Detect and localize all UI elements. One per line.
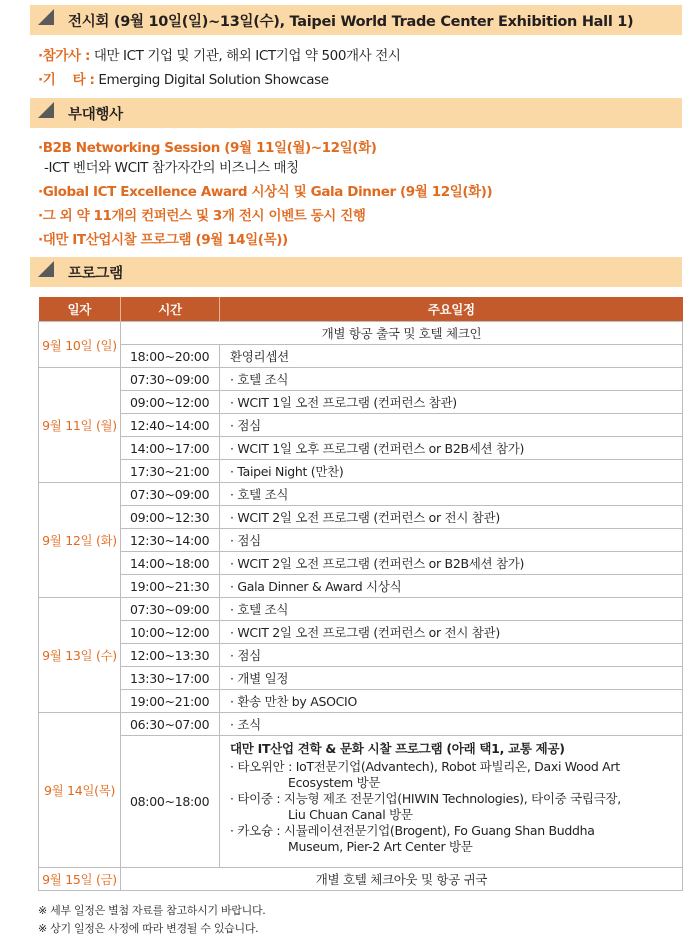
table-row bbox=[39, 552, 683, 575]
table-row bbox=[39, 621, 683, 644]
table-row bbox=[39, 460, 683, 483]
time-cell: 10:00~12:00 bbox=[121, 621, 220, 644]
time-cell: 17:30~21:00 bbox=[121, 460, 220, 483]
side-event-item: ·그 외 약 11개의 컨퍼런스 및 3개 전시 이벤트 동시 진행 bbox=[38, 208, 366, 224]
date-cell: 9월 11일 (월) bbox=[39, 368, 121, 483]
triangle-icon bbox=[38, 102, 54, 118]
date-cell: 9월 10일 (일) bbox=[39, 322, 121, 368]
tour-line: · 카오슝 : 시뮬레이션전문기업(Brogent), Fo Guang Shan Buddha bbox=[230, 823, 595, 838]
schedule-cell: · WCIT 1일 오전 프로그램 (컨퍼런스 참관) bbox=[220, 391, 683, 414]
schedule-cell: · WCIT 2일 오전 프로그램 (컨퍼런스 or 전시 참관) bbox=[220, 506, 683, 529]
schedule-cell: · Taipei Night (만찬) bbox=[220, 460, 683, 483]
schedule-cell: 환영리셉션 bbox=[220, 345, 683, 368]
table-row bbox=[39, 414, 683, 437]
section-header-side-events bbox=[30, 98, 682, 128]
schedule-cell: · Gala Dinner & Award 시상식 bbox=[220, 575, 683, 598]
side-event-item: ·Global ICT Excellence Award 시상식 및 Gala Dinner (9월 12일(화)) bbox=[38, 184, 493, 200]
table-row bbox=[39, 736, 683, 868]
schedule-cell: · 점심 bbox=[220, 644, 683, 667]
header-date: 일자 bbox=[39, 297, 121, 322]
time-cell: 12:40~14:00 bbox=[121, 414, 220, 437]
section-header-program bbox=[30, 257, 682, 287]
table-row bbox=[39, 483, 683, 506]
table-row bbox=[39, 575, 683, 598]
tour-program-cell bbox=[220, 736, 683, 868]
tour-line: Liu Chuan Canal 방문 bbox=[288, 807, 413, 822]
header-schedule: 주요일정 bbox=[220, 297, 683, 322]
time-cell: 13:30~17:00 bbox=[121, 667, 220, 690]
section-title: 전시회 (9월 10일(일)~13일(수), Taipei World Trade Center Exhibition Hall 1) bbox=[68, 14, 634, 30]
time-cell: 06:30~07:00 bbox=[121, 713, 220, 736]
table-row bbox=[39, 868, 683, 891]
schedule-cell: 개별 항공 출국 및 호텔 체크인 bbox=[121, 322, 683, 345]
schedule-cell: · 호텔 조식 bbox=[220, 368, 683, 391]
table-header-row bbox=[39, 297, 683, 322]
table-row bbox=[39, 529, 683, 552]
section-title: 프로그램 bbox=[68, 266, 123, 282]
participants-line bbox=[38, 44, 401, 64]
date-cell: 9월 14일(목) bbox=[39, 713, 121, 868]
time-cell: 14:00~17:00 bbox=[121, 437, 220, 460]
time-cell: 07:30~09:00 bbox=[121, 483, 220, 506]
time-cell: 19:00~21:00 bbox=[121, 690, 220, 713]
side-event-item: ·대만 IT산업시찰 프로그램 (9월 14일(목)) bbox=[38, 232, 288, 248]
schedule-cell: · 개별 일정 bbox=[220, 667, 683, 690]
time-cell: 08:00~18:00 bbox=[121, 736, 220, 868]
schedule-cell: · WCIT 1일 오후 프로그램 (컨퍼런스 or B2B세션 참가) bbox=[220, 437, 683, 460]
tour-title: 대만 IT산업 견학 & 문화 시찰 프로그램 (아래 택1, 교통 제공) bbox=[230, 741, 565, 756]
schedule-cell: · WCIT 2일 오전 프로그램 (컨퍼런스 or 전시 참관) bbox=[220, 621, 683, 644]
tour-line: · 타오위안 : IoT전문기업(Advantech), Robot 파빌리온, Daxi Wood Art bbox=[230, 759, 620, 774]
table-row bbox=[39, 345, 683, 368]
schedule-cell: · 점심 bbox=[220, 414, 683, 437]
time-cell: 09:00~12:00 bbox=[121, 391, 220, 414]
time-cell: 18:00~20:00 bbox=[121, 345, 220, 368]
tour-line: · 타이중 : 지능형 제조 전문기업(HIWIN Technologies), 타이중 국립극장, bbox=[230, 791, 621, 806]
etc-label: ·기 타 : bbox=[38, 72, 95, 88]
schedule-cell: · 환송 만찬 by ASOCIO bbox=[220, 690, 683, 713]
etc-line bbox=[38, 68, 329, 88]
time-cell: 07:30~09:00 bbox=[121, 598, 220, 621]
schedule-cell: · WCIT 2일 오전 프로그램 (컨퍼런스 or B2B세션 참가) bbox=[220, 552, 683, 575]
participants-label: ·참가사 : bbox=[38, 48, 90, 64]
table-row bbox=[39, 667, 683, 690]
program-table bbox=[38, 297, 683, 891]
time-cell: 19:00~21:30 bbox=[121, 575, 220, 598]
time-cell: 12:00~13:30 bbox=[121, 644, 220, 667]
tour-line: Ecosystem 방문 bbox=[288, 775, 381, 790]
time-cell: 12:30~14:00 bbox=[121, 529, 220, 552]
date-cell: 9월 15일 (금) bbox=[39, 868, 121, 891]
side-event-item: ·B2B Networking Session (9월 11일(월)~12일(화) bbox=[38, 140, 377, 156]
schedule-cell: · 호텔 조식 bbox=[220, 598, 683, 621]
triangle-icon bbox=[38, 9, 54, 25]
date-cell: 9월 12일 (화) bbox=[39, 483, 121, 598]
etc-text: Emerging Digital Solution Showcase bbox=[94, 72, 329, 88]
table-row bbox=[39, 391, 683, 414]
table-row bbox=[39, 368, 683, 391]
table-row bbox=[39, 713, 683, 736]
triangle-icon bbox=[38, 261, 54, 277]
tour-line: Museum, Pier-2 Art Center 방문 bbox=[288, 839, 473, 854]
table-row bbox=[39, 322, 683, 345]
footnote: ※ 상기 일정은 사정에 따라 변경될 수 있습니다. bbox=[38, 922, 259, 935]
table-row bbox=[39, 437, 683, 460]
participants-text: 대만 ICT 기업 및 기관, 해외 ICT기업 약 500개사 전시 bbox=[89, 48, 401, 64]
schedule-cell: 개별 호텔 체크아웃 및 항공 귀국 bbox=[121, 868, 683, 891]
table-row bbox=[39, 598, 683, 621]
schedule-cell: · 점심 bbox=[220, 529, 683, 552]
time-cell: 09:00~12:30 bbox=[121, 506, 220, 529]
section-header-exhibition bbox=[30, 5, 682, 35]
schedule-cell: · 조식 bbox=[220, 713, 683, 736]
side-event-subitem: -ICT 벤더와 WCIT 참가자간의 비즈니스 매칭 bbox=[44, 160, 299, 176]
time-cell: 14:00~18:00 bbox=[121, 552, 220, 575]
schedule-cell: · 호텔 조식 bbox=[220, 483, 683, 506]
table-row bbox=[39, 690, 683, 713]
table-row bbox=[39, 506, 683, 529]
time-cell: 07:30~09:00 bbox=[121, 368, 220, 391]
section-title: 부대행사 bbox=[68, 107, 123, 123]
table-row bbox=[39, 644, 683, 667]
header-time: 시간 bbox=[121, 297, 220, 322]
date-cell: 9월 13일 (수) bbox=[39, 598, 121, 713]
footnote: ※ 세부 일정은 별첨 자료를 참고하시기 바랍니다. bbox=[38, 904, 266, 917]
